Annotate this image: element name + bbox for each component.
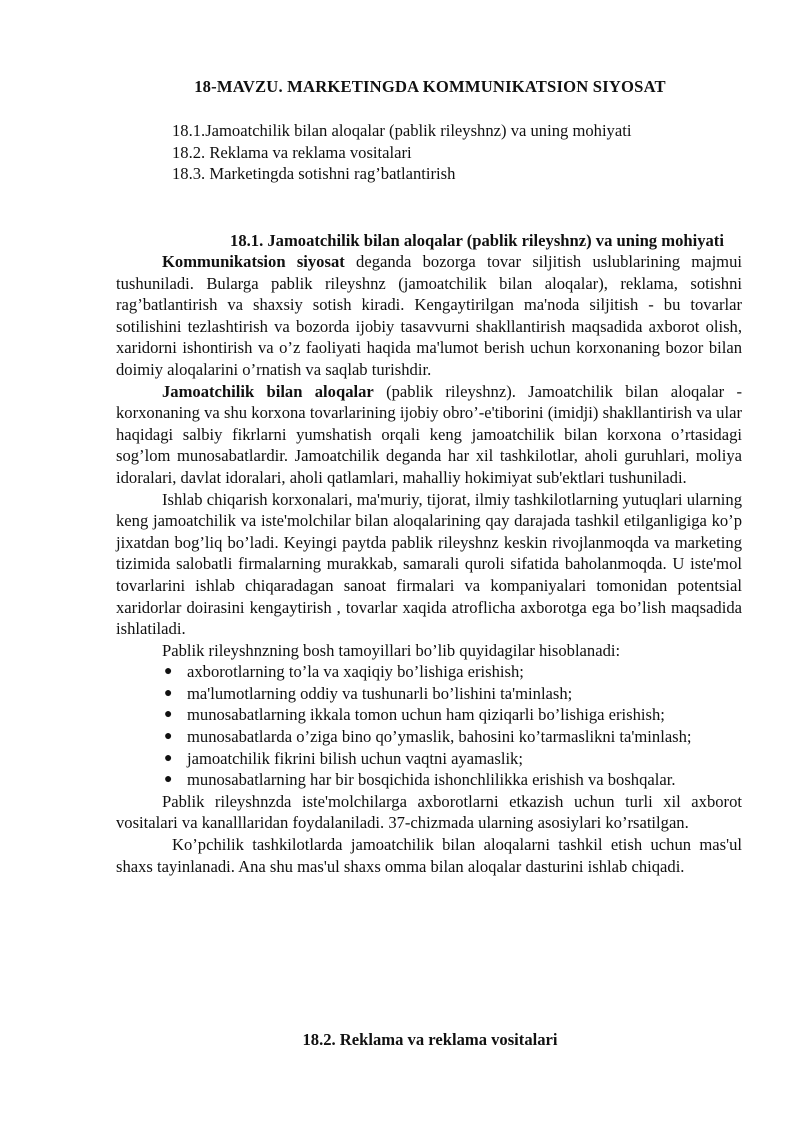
paragraph-text: deganda bozorga tovar siljitish uslublarining majmui tushuniladi. Bularga pablik rileyshnz (jamoatchilik bilan aloqalar), reklama, sotishni rag’batlantirish va shaxsiy sotish kiradi. Kengaytirilgan ma'noda siljitish - bu tovarlar sotilishini tezlashtirish va bozorda ijobiy tasavvurni shakllantirish maqsadida axborot olish, xaridorni ishontirish va o’z faoliyati haqida ma'lumot berish uchun korxonaning bozor bilan doimiy aloqalarini o’rnatish va saqlab turishdir. xyxy=(116,252,742,379)
paragraph: Pablik rileyshnzda iste'molchilarga axborotlarni etkazish uchun turli xil axborot vositalari va kanalllaridan foydalaniladi. 37-chizmada ularning asosiylari ko’rsatilgan. xyxy=(116,791,742,833)
bullet-icon: ● xyxy=(164,750,173,766)
bullet-icon: ● xyxy=(164,707,173,723)
list-item-text: munosabatlarning ikkala tomon uchun ham qiziqarli bo’lishiga erishish; xyxy=(187,705,665,725)
bullet-icon: ● xyxy=(164,685,173,701)
bullet-icon: ● xyxy=(164,664,173,680)
term-bold: Kommunikatsion siyosat xyxy=(162,252,345,271)
principles-list xyxy=(116,661,742,791)
page-title: 18-MAVZU. MARKETINGDA KOMMUNIKATSION SIYOSAT xyxy=(194,77,666,96)
list-item-text: munosabatlarning har bir bosqichida ishonchlilikka erishish va boshqalar. xyxy=(187,770,676,790)
list-item xyxy=(116,769,742,791)
paragraph: Ko’pchilik tashkilotlarda jamoatchilik bilan aloqalarni tashkil etish uchun mas'ul shaxs tayinlanadi. Ana shu mas'ul shaxs omma bilan aloqalar dasturini ishlab chiqadi. xyxy=(116,835,742,876)
list-item-text: munosabatlarda o’ziga bino qo’ymaslik, bahosini ko’tarmaslikni ta'minlash; xyxy=(187,727,692,747)
toc-item: 18.3. Marketingda sotishni rag’batlantirish xyxy=(172,164,456,184)
list-item xyxy=(116,661,742,683)
list-item xyxy=(116,683,742,705)
paragraph xyxy=(116,381,742,489)
list-item-text: jamoatchilik fikrini bilish uchun vaqtni ayamaslik; xyxy=(187,748,523,768)
toc-item: 18.2. Reklama va reklama vositalari xyxy=(172,142,412,162)
list-item-text: axborotlarning to’la va xaqiqiy bo’lishiga erishish; xyxy=(187,662,524,682)
bullet-icon: ● xyxy=(164,729,173,745)
section-heading-18-1: 18.1. Jamoatchilik bilan aloqalar (pablik rileyshnz) va uning mohiyati xyxy=(230,231,724,250)
table-of-contents xyxy=(172,120,631,185)
document-body xyxy=(116,251,742,877)
term-bold: Jamoatchilik bilan aloqalar xyxy=(162,381,374,401)
list-item xyxy=(116,726,742,748)
list-item xyxy=(116,704,742,726)
paragraph xyxy=(116,251,742,381)
toc-item: 18.1.Jamoatchilik bilan aloqalar (pablik rileyshnz) va uning mohiyati xyxy=(172,121,632,140)
paragraph: Ishlab chiqarish korxonalari, ma'muriy, tijorat, ilmiy tashkilotlarning yutuqlari ularning keng jamoatchilik va iste'molchilar bilan aloqalarining qay darajada tashkil etilganligiga ko’p jixatdan bog’liq bo’ladi. Keyingi paytda pablik rileyshnz keskin rivojlanmoqda va marketing tizimida salobatli firmalarning murakkab, samarali quroli sifatida baholanmoqda. U iste'mol tovarlarini ishlab chiqaradagan sanoat firmalari va kompaniyalari tomonidan potentsial xaridorlar doirasini kengaytirish , tovarlar xaqida atroflicha axborotga ega bo’lish maqsadida ishlatiladi. xyxy=(116,489,742,639)
list-item xyxy=(116,748,742,770)
list-item-text: ma'lumotlarning oddiy va tushunarli bo’lishini ta'minlash; xyxy=(187,683,573,703)
bullet-icon: ● xyxy=(164,772,173,788)
section-heading-18-2: 18.2. Reklama va reklama vositalari xyxy=(302,1030,558,1049)
paragraph: Pablik rileyshnzning bosh tamoyillari bo’lib quyidagilar hisoblanadi: xyxy=(162,640,621,660)
paragraph-text: (pablik rileyshnz). Jamoatchilik bilan aloqalar - korxonaning va shu korxona tovarlarining ijobiy obro’-e'tiborini (imidji) shakllantirish va ular haqidagi salbiy fikrlarni yumshatish orqali keng jamoatchilik bilan korxona o’rtasidagi sog’lom munosabatlardir. Jamoatchilik deganda har xil tashkilotlar, aholi guruhlari, moliya idoralari, davlat idoralari, aholi qatlamlari, mahalliy hokimiyat sub'ektlari tushuniladi. xyxy=(116,381,742,487)
